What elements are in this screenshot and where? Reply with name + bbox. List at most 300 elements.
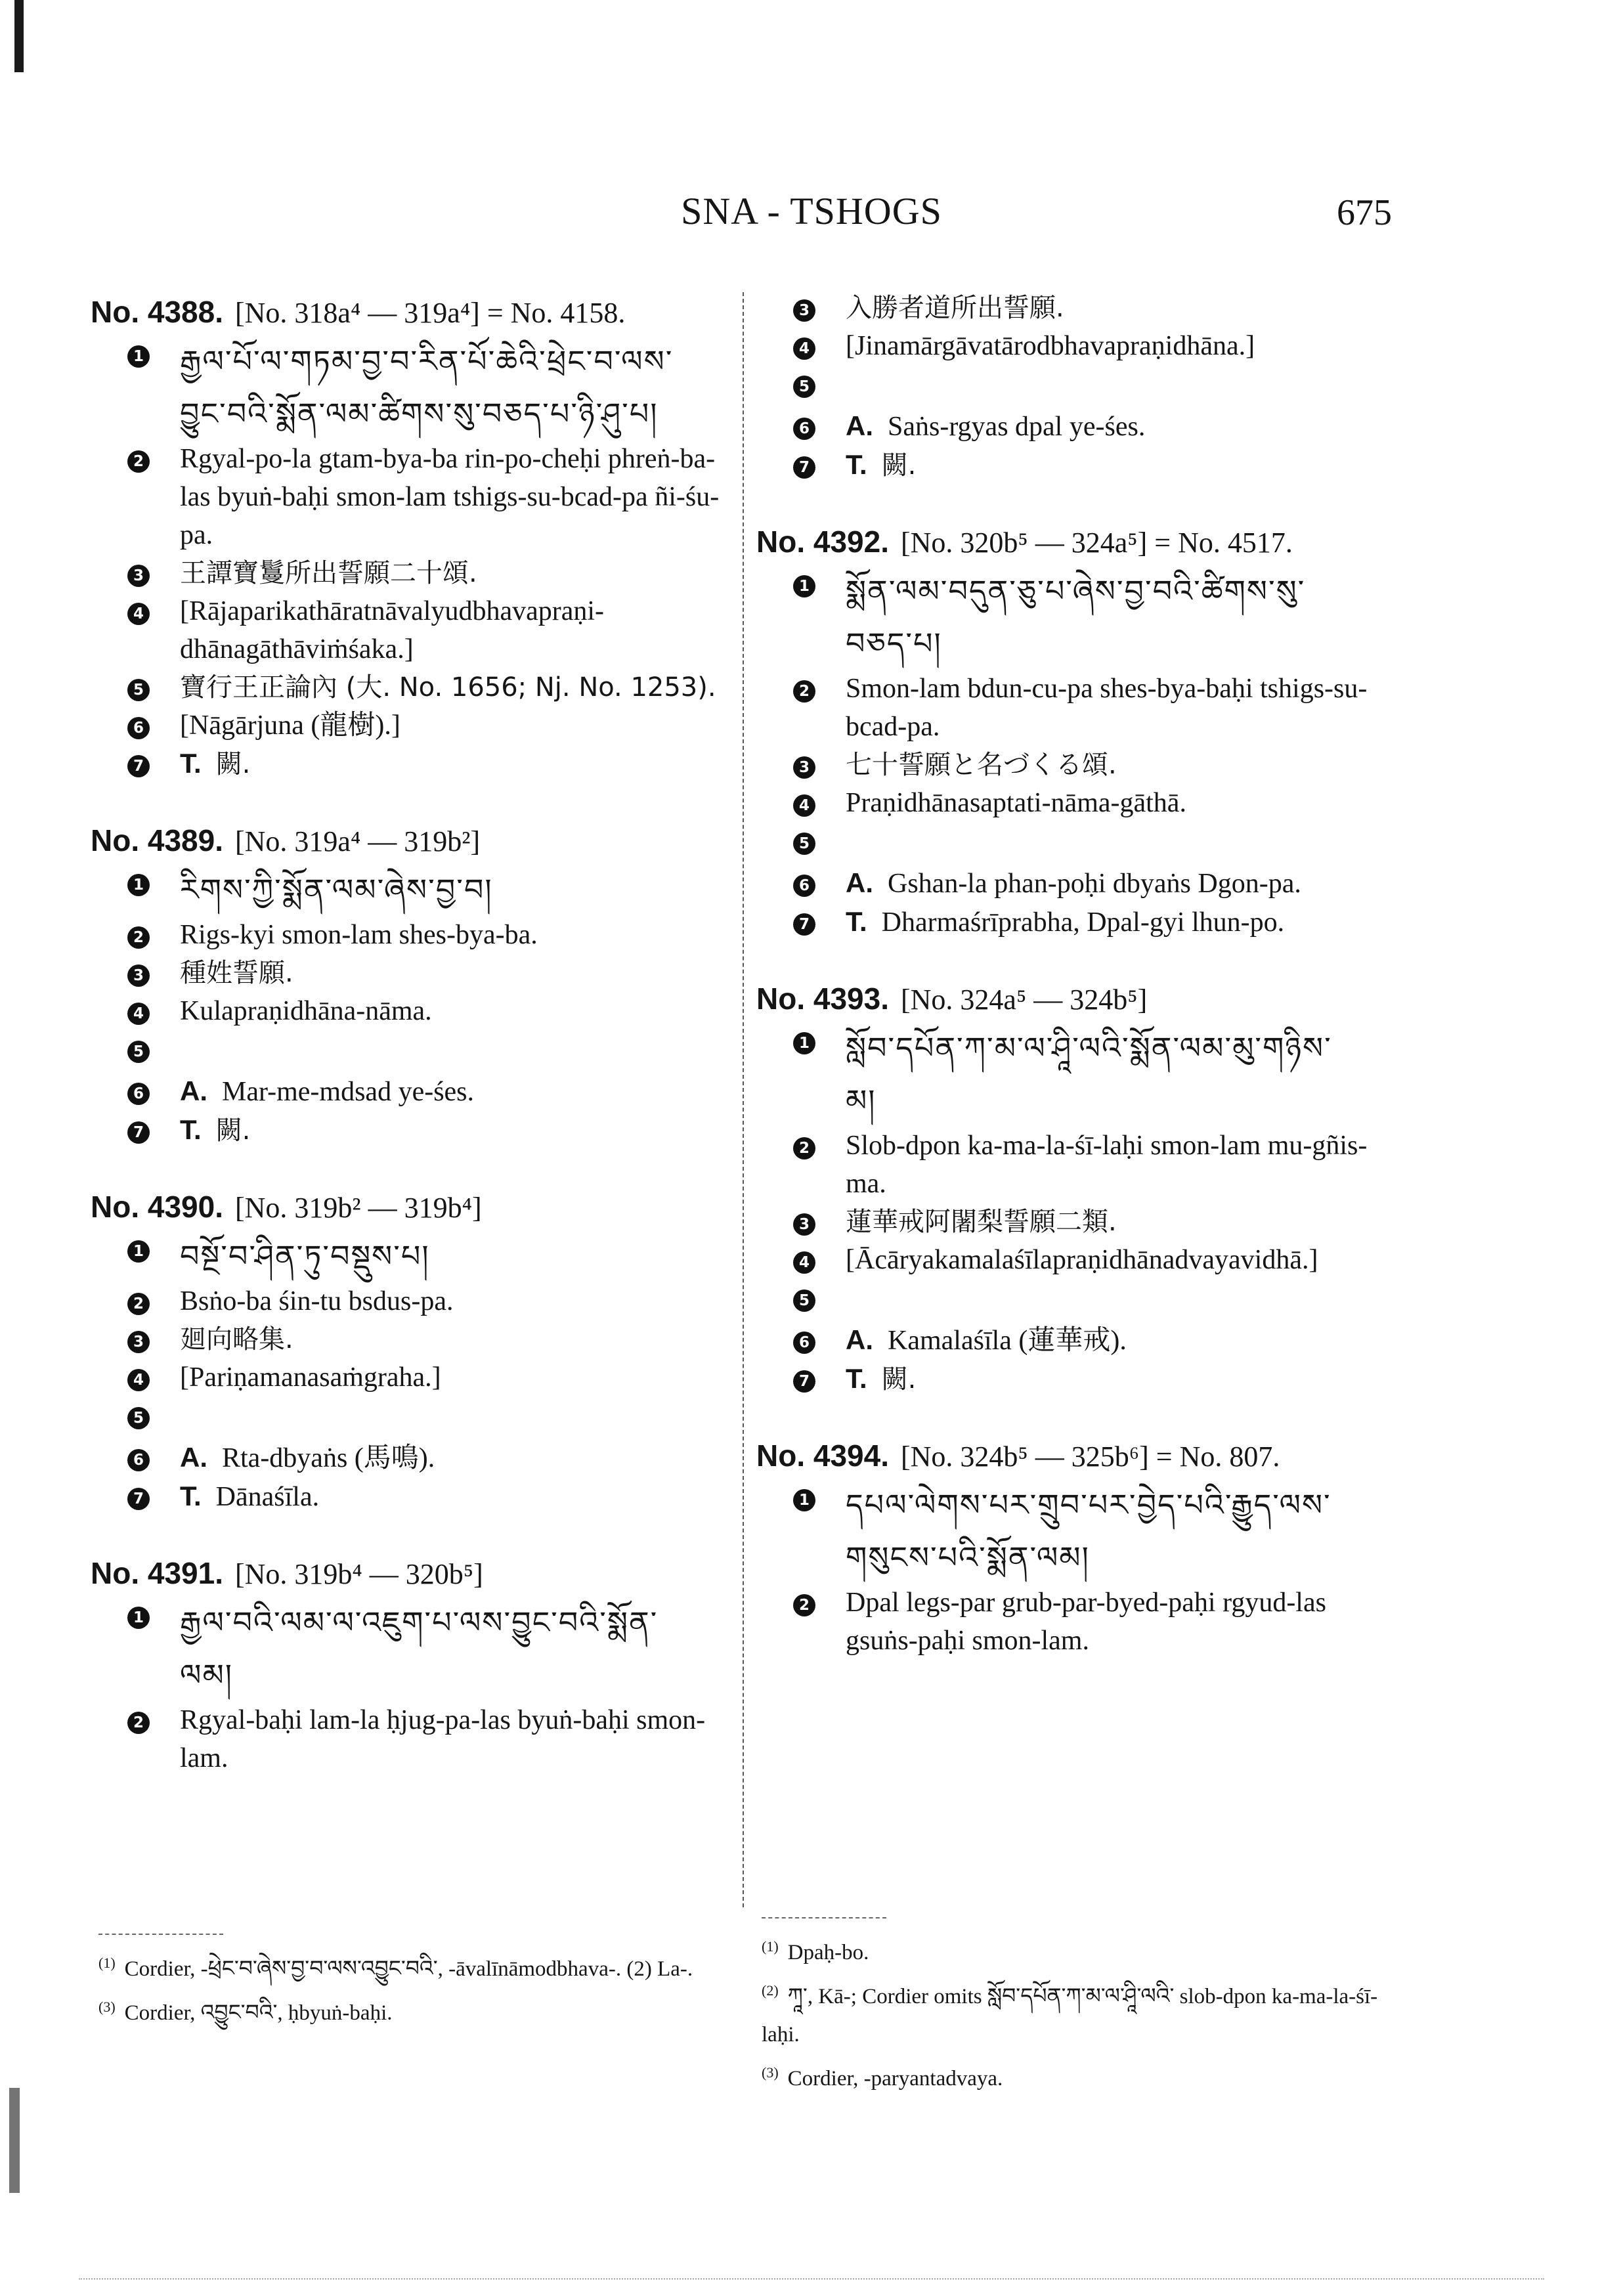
- circled-number: 1: [793, 1489, 815, 1511]
- circled-number: 2: [793, 680, 815, 703]
- binding-mark: [14, 0, 24, 72]
- line-marker: [793, 670, 846, 706]
- line-marker: [793, 565, 846, 601]
- field-label: T.: [180, 748, 202, 779]
- circled-number: 5: [127, 679, 150, 701]
- circled-number: 4: [793, 337, 815, 360]
- line-marker: [127, 335, 180, 372]
- circled-number: 5: [127, 1407, 150, 1429]
- entry-text: [846, 670, 1396, 746]
- tibetan-title: [846, 1531, 1396, 1584]
- line-text: Rgyal-po-la gtam-bya-ba rin-po-cheḥi phreṅ-ba-las byuṅ-baḥi smon-lam tshigs-su-bcad-pa ñi-śu-pa.: [180, 444, 720, 550]
- line-text: རྒྱལ་བའི་ལམ་ལ་འཇུག་པ་ལས་བྱུང་བའི་སྨོན་: [180, 1605, 659, 1640]
- catalogue-entry: [756, 289, 1396, 485]
- line-marker: [793, 1127, 846, 1163]
- entry-text: [846, 289, 1396, 327]
- line-marker: [127, 1282, 180, 1319]
- line-text: [Nāgārjuna (龍樹).]: [180, 710, 400, 741]
- entry-number: No. 4392.: [756, 525, 889, 559]
- binding-mark-lower: [9, 2088, 20, 2193]
- line-text: གསུངས་པའི་སྨོན་ལམ།: [846, 1540, 1090, 1575]
- tibetan-title: [180, 1230, 731, 1282]
- line-text: Kamalaśīla (蓮華戒).: [888, 1326, 1127, 1356]
- tibetan-title: [846, 617, 1396, 670]
- line-text: Mar-me-mdsad ye-śes.: [222, 1077, 475, 1107]
- entry-line: [793, 1531, 1396, 1584]
- entry-line: [793, 746, 1396, 784]
- field-label: A.: [180, 1075, 207, 1106]
- footnote: [762, 2054, 1392, 2098]
- line-marker: [127, 745, 180, 781]
- entry-line: [127, 335, 731, 387]
- entry-line: [127, 954, 731, 992]
- entry-line: [793, 1022, 1396, 1074]
- footnote-text: ཀཱ་, Kā-; Cordier omits སློབ་དཔོན་ཀ་མ་ལ་ཤཱི་ལའི་ slob-dpon ka-ma-la-śī-laḥi.: [762, 1985, 1378, 2047]
- circled-number: 2: [793, 1137, 815, 1159]
- line-text: Praṇidhānasaptati-nāma-gāthā.: [846, 788, 1186, 818]
- line-text: Dharmaśrīprabha, Dpal-gyi lhun-po.: [881, 907, 1285, 938]
- entry-text: [180, 745, 731, 783]
- line-marker: [793, 1022, 846, 1058]
- entry-text: [846, 327, 1396, 365]
- entry-line: [793, 565, 1396, 617]
- entry-line: [127, 1596, 731, 1649]
- entry-text: [846, 1321, 1396, 1360]
- entry-text: [846, 903, 1396, 942]
- circled-number: 1: [127, 1607, 150, 1629]
- entry-text: [846, 1127, 1396, 1203]
- line-marker: [127, 1649, 180, 1685]
- circled-number: 7: [793, 1370, 815, 1393]
- entry-text: [846, 407, 1396, 446]
- circled-number: 2: [127, 450, 150, 473]
- circled-number: 3: [793, 299, 815, 322]
- line-text: Gshan-la phan-poḥi dbyaṅs Dgon-pa.: [888, 869, 1301, 899]
- circled-number: 5: [127, 1041, 150, 1063]
- circled-number: 3: [127, 1331, 150, 1353]
- line-marker: [127, 863, 180, 900]
- entry-number: No. 4394.: [756, 1439, 889, 1473]
- circled-number: 6: [127, 1083, 150, 1105]
- line-marker: [127, 592, 180, 629]
- line-marker: [793, 617, 846, 654]
- entry-line: [793, 1074, 1396, 1127]
- line-marker: [793, 1321, 846, 1358]
- line-text: 種姓誓願.: [180, 958, 293, 988]
- entry-line: [793, 1321, 1396, 1360]
- entry-line: [793, 822, 1396, 864]
- circled-number: 4: [793, 794, 815, 817]
- circled-number: 5: [793, 376, 815, 398]
- circled-number: 2: [127, 1712, 150, 1734]
- line-marker: [127, 954, 180, 991]
- field-label: T.: [180, 1114, 202, 1145]
- line-marker: [127, 992, 180, 1029]
- page-number: 675: [1337, 192, 1392, 233]
- line-text: རིགས་ཀྱི་སྨོན་ལམ་ཞེས་བྱ་བ།: [180, 872, 493, 907]
- entry-line: [793, 1279, 1396, 1321]
- entry-line: [127, 745, 731, 783]
- field-label: T.: [846, 1363, 867, 1394]
- line-text: Dpal legs-par grub-par-byed-paḥi rgyud-las gsuṅs-paḥi smon-lam.: [846, 1588, 1326, 1656]
- line-marker: [793, 446, 846, 483]
- entry-reference: [No. 318a⁴ — 319a⁴] = No. 4158.: [235, 297, 626, 329]
- entry-line: [793, 617, 1396, 670]
- entry-line: [127, 387, 731, 440]
- entry-text: [846, 1203, 1396, 1241]
- line-marker: [127, 1397, 180, 1433]
- entry-line: [127, 1701, 731, 1777]
- line-marker: [127, 1701, 180, 1738]
- line-marker: [793, 327, 846, 364]
- circled-number: 7: [127, 1121, 150, 1144]
- entry-line: [793, 670, 1396, 746]
- entry-number: No. 4393.: [756, 982, 889, 1016]
- entry-line: [793, 1241, 1396, 1279]
- circled-number: 7: [793, 913, 815, 936]
- footnotes-right: [762, 1917, 1392, 2098]
- field-label: A.: [846, 867, 873, 898]
- line-marker: [127, 387, 180, 424]
- entry-text: [180, 1320, 731, 1358]
- line-text: Saṅs-rgyas dpal ye-śes.: [888, 412, 1146, 442]
- line-text: Smon-lam bdun-cu-pa shes-bya-baḥi tshigs-su-bcad-pa.: [846, 674, 1368, 742]
- entry-line: [793, 1584, 1396, 1660]
- line-marker: [793, 746, 846, 783]
- line-marker: [127, 440, 180, 477]
- line-marker: [127, 1230, 180, 1267]
- line-text: Dānaśīla.: [215, 1482, 320, 1512]
- entry-text: [180, 1072, 731, 1111]
- circled-number: 2: [127, 1293, 150, 1315]
- circled-number: 2: [127, 926, 150, 949]
- line-text: 寶行王正論內 (大. No. 1656; Nj. No. 1253).: [180, 672, 716, 703]
- line-text: [Pariṇamanasaṁgraha.]: [180, 1362, 441, 1393]
- entry-line: [793, 1360, 1396, 1398]
- entry-text: [846, 864, 1396, 903]
- field-label: A.: [180, 1442, 207, 1473]
- catalogue-entry: [91, 1184, 731, 1516]
- entry-text: [846, 1279, 1396, 1321]
- entry-line: [127, 554, 731, 592]
- line-text: 闕.: [215, 749, 251, 779]
- entry-line: [793, 289, 1396, 327]
- entry-line: [793, 1203, 1396, 1241]
- entry-heading: [91, 289, 731, 335]
- entry-line: [793, 327, 1396, 365]
- entry-line: [793, 784, 1396, 822]
- circled-number: 7: [127, 1488, 150, 1510]
- footnotes-left: [98, 1934, 729, 2032]
- line-marker: [793, 407, 846, 444]
- footnote-rule: [762, 1917, 886, 1918]
- line-marker: [793, 1531, 846, 1568]
- catalogue-entry: [91, 817, 731, 1150]
- circled-number: 1: [793, 1032, 815, 1054]
- entry-text: [846, 784, 1396, 822]
- line-marker: [793, 822, 846, 859]
- line-marker: [793, 365, 846, 402]
- line-text: 蓮華戒阿闍梨誓願二類.: [846, 1207, 1117, 1237]
- footnote: [98, 1944, 729, 1988]
- circled-number: 1: [793, 575, 815, 597]
- entry-text: [846, 746, 1396, 784]
- line-text: 闕.: [881, 1364, 917, 1395]
- entry-text: [180, 1439, 731, 1477]
- catalogue-entry: [756, 519, 1396, 942]
- line-text: དཔལ་ལེགས་པར་གྲུབ་པར་བྱེད་པའི་རྒྱུད་ལས་: [846, 1487, 1331, 1523]
- line-marker: [793, 1241, 846, 1278]
- line-text: 廻向略集.: [180, 1324, 293, 1354]
- line-marker: [793, 903, 846, 940]
- entry-text: [180, 706, 731, 745]
- entry-number: No. 4389.: [91, 823, 223, 857]
- tibetan-title: [180, 863, 731, 916]
- field-label: A.: [846, 410, 873, 441]
- entry-text: [846, 365, 1396, 407]
- line-text: རྒྱལ་པོ་ལ་གཏམ་བྱ་བ་རིན་པོ་ཆེའི་ཕྲེང་བ་ལས་: [180, 343, 674, 379]
- circled-number: 3: [127, 565, 150, 587]
- circled-number: 4: [793, 1251, 815, 1274]
- entry-line: [793, 1127, 1396, 1203]
- entry-line: [127, 1397, 731, 1439]
- field-label: T.: [846, 449, 867, 480]
- entry-text: [846, 1584, 1396, 1660]
- circled-number: 3: [127, 964, 150, 987]
- line-marker: [127, 1477, 180, 1514]
- entry-number: No. 4390.: [91, 1190, 223, 1224]
- entry-text: [180, 954, 731, 992]
- entry-text: [180, 440, 731, 554]
- entry-line: [127, 1230, 731, 1282]
- tibetan-title: [846, 1022, 1396, 1074]
- entry-reference: [No. 319b² — 319b⁴]: [235, 1192, 482, 1224]
- line-text: 入勝者道所出誓願.: [846, 293, 1064, 323]
- line-text: Bsṅo-ba śin-tu bsdus-pa.: [180, 1286, 454, 1316]
- entry-line: [127, 1439, 731, 1477]
- entry-reference: [No. 319a⁴ — 319b²]: [235, 825, 481, 857]
- line-text: Rigs-kyi smon-lam shes-bya-ba.: [180, 920, 538, 950]
- line-marker: [793, 784, 846, 821]
- circled-number: 7: [127, 755, 150, 777]
- line-text: [Rājaparikathāratnāvalyudbhavapraṇi-dhānagāthāviṁśaka.]: [180, 596, 605, 664]
- line-text: བྱུང་བའི་སྨོན་ལམ་ཚིགས་སུ་བཅད་པ་ཉི་ཤུ་པ།: [180, 396, 659, 431]
- entry-text: [846, 446, 1396, 485]
- entry-line: [127, 916, 731, 954]
- entry-heading: [756, 1433, 1396, 1479]
- right-column: [756, 289, 1396, 1694]
- left-column: [91, 289, 731, 1811]
- entry-heading: [91, 1184, 731, 1230]
- line-marker: [127, 1596, 180, 1633]
- entry-text: [180, 1111, 731, 1150]
- footnote-rule: [98, 1934, 223, 1935]
- entry-line: [127, 706, 731, 745]
- entry-heading: [756, 976, 1396, 1022]
- circled-number: 6: [793, 875, 815, 897]
- circled-number: 4: [127, 603, 150, 625]
- entry-line: [127, 1282, 731, 1320]
- line-marker: [793, 1074, 846, 1111]
- entry-number: No. 4391.: [91, 1556, 223, 1590]
- entry-line: [793, 864, 1396, 903]
- circled-number: 7: [793, 456, 815, 479]
- field-label: A.: [846, 1324, 873, 1355]
- page-bottom-edge: [79, 2278, 1544, 2280]
- tibetan-title: [846, 1074, 1396, 1127]
- footnote: [98, 1988, 729, 2032]
- entry-text: [846, 1241, 1396, 1279]
- footnote-mark: (1): [762, 1938, 779, 1955]
- line-text: བསྔོ་བ་ཤིན་ཏུ་བསྡུས་པ།: [180, 1238, 430, 1274]
- line-marker: [127, 554, 180, 591]
- line-marker: [127, 916, 180, 953]
- line-marker: [793, 1479, 846, 1515]
- line-marker: [127, 1111, 180, 1148]
- circled-number: 1: [127, 345, 150, 368]
- line-text: 闕.: [881, 450, 917, 481]
- tibetan-title: [180, 387, 731, 440]
- footnote-text: Cordier, འབྱུང་བའི་, ḥbyuṅ-baḥi.: [124, 2001, 393, 2025]
- circled-number: 3: [793, 1213, 815, 1236]
- entry-text: [180, 1397, 731, 1439]
- catalogue-entry: [756, 976, 1396, 1398]
- entry-line: [127, 1320, 731, 1358]
- entry-line: [127, 1358, 731, 1397]
- tibetan-title: [180, 335, 731, 387]
- entry-text: [180, 1282, 731, 1320]
- entry-text: [180, 668, 731, 706]
- entry-reference: [No. 319b⁴ — 320b⁵]: [235, 1558, 483, 1590]
- circled-number: 5: [793, 1289, 815, 1312]
- tibetan-title: [180, 1649, 731, 1701]
- footnote: [762, 1928, 1392, 1972]
- entry-line: [793, 365, 1396, 407]
- tibetan-title: [846, 565, 1396, 617]
- entry-line: [793, 1479, 1396, 1531]
- entry-text: [180, 1358, 731, 1397]
- circled-number: 1: [127, 1240, 150, 1263]
- entry-text: [180, 592, 731, 668]
- circled-number: 3: [793, 756, 815, 779]
- footnote-mark: (3): [98, 1999, 116, 2015]
- entry-heading: [756, 519, 1396, 565]
- field-label: T.: [180, 1481, 202, 1511]
- circled-number: 4: [127, 1369, 150, 1391]
- entry-text: [846, 822, 1396, 864]
- running-header: SNA - TSHOGS: [681, 190, 942, 232]
- circled-number: 2: [793, 1594, 815, 1616]
- line-text: Rgyal-baḥi lam-la ḥjug-pa-las byuṅ-baḥi smon-lam.: [180, 1705, 706, 1773]
- line-text: མ།: [846, 1083, 876, 1118]
- entry-line: [127, 668, 731, 706]
- entry-number: No. 4388.: [91, 295, 223, 329]
- line-text: Slob-dpon ka-ma-la-śī-laḥi smon-lam mu-gñis-ma.: [846, 1131, 1368, 1199]
- entry-text: [180, 1477, 731, 1516]
- footnote-mark: (1): [98, 1955, 116, 1971]
- line-marker: [793, 1584, 846, 1620]
- entry-reference: [No. 320b⁵ — 324a⁵] = No. 4517.: [901, 527, 1293, 559]
- line-text: ལམ།: [180, 1657, 233, 1693]
- entry-text: [180, 1030, 731, 1072]
- footnote-text: Cordier, -paryantadvaya.: [787, 2067, 1003, 2090]
- line-text: 王譚寶鬘所出誓願二十頌.: [180, 558, 477, 588]
- entry-line: [127, 1477, 731, 1516]
- catalogue-entry: [756, 1433, 1396, 1660]
- entry-text: [180, 916, 731, 954]
- entry-line: [793, 407, 1396, 446]
- tibetan-title: [846, 1479, 1396, 1531]
- entry-line: [127, 992, 731, 1030]
- line-marker: [127, 706, 180, 743]
- entry-line: [127, 1649, 731, 1701]
- line-text: [Jinamārgāvatārodbhavapraṇidhāna.]: [846, 331, 1255, 361]
- entry-line: [127, 863, 731, 916]
- entry-text: [846, 1360, 1396, 1398]
- catalogue-entry: [91, 1550, 731, 1777]
- line-text: བཅད་པ།: [846, 626, 942, 661]
- entry-text: [180, 992, 731, 1030]
- entry-line: [127, 1072, 731, 1111]
- tibetan-title: [180, 1596, 731, 1649]
- line-marker: [127, 1072, 180, 1109]
- line-text: སྨོན་ལམ་བདུན་ཅུ་པ་ཞེས་བྱ་བའི་ཚིགས་སུ་: [846, 573, 1306, 609]
- entry-line: [127, 1111, 731, 1150]
- line-marker: [793, 1279, 846, 1316]
- footnote-text: Cordier, -ཕྲེང་བ་ཞེས་བྱ་བ་ལས་འབྱུང་བའི་, -āvalīnāmodbhava-. (2) La-.: [124, 1957, 693, 1981]
- entry-text: [180, 1701, 731, 1777]
- line-marker: [793, 1203, 846, 1240]
- entry-reference: [No. 324b⁵ — 325b⁶] = No. 807.: [901, 1440, 1280, 1473]
- entry-reference: [No. 324a⁵ — 324b⁵]: [901, 984, 1148, 1016]
- line-text: 闕.: [215, 1116, 251, 1146]
- entry-line: [793, 903, 1396, 942]
- entry-text: [180, 554, 731, 592]
- entry-line: [127, 440, 731, 554]
- footnote-text: Dpaḥ-bo.: [787, 1941, 869, 1964]
- footnote-mark: (3): [762, 2064, 779, 2081]
- line-text: Rta-dbyaṅs (馬鳴).: [222, 1443, 435, 1473]
- line-text: Kulapraṇidhāna-nāma.: [180, 996, 432, 1026]
- line-marker: [127, 1439, 180, 1475]
- entry-heading: [91, 817, 731, 863]
- line-marker: [793, 864, 846, 901]
- entry-line: [793, 446, 1396, 485]
- circled-number: 5: [793, 833, 815, 855]
- catalogue-entry: [91, 289, 731, 783]
- line-text: 七十誓願と名づくる頌.: [846, 750, 1117, 780]
- entry-line: [127, 1030, 731, 1072]
- entry-line: [127, 592, 731, 668]
- line-text: སློབ་དཔོན་ཀ་མ་ལ་ཤཱི་ལའི་སྨོན་ལམ་མུ་གཉིས་: [846, 1030, 1332, 1066]
- circled-number: 6: [793, 1332, 815, 1354]
- line-marker: [793, 289, 846, 326]
- entry-heading: [91, 1550, 731, 1596]
- line-marker: [127, 1358, 180, 1395]
- column-divider: [743, 292, 744, 1907]
- circled-number: 1: [127, 874, 150, 896]
- circled-number: 6: [127, 717, 150, 739]
- line-text: [Ācāryakamalaśīlapraṇidhānadvayavidhā.]: [846, 1245, 1318, 1275]
- line-marker: [127, 668, 180, 705]
- footnote: [762, 1972, 1392, 2054]
- line-marker: [127, 1030, 180, 1067]
- line-marker: [127, 1320, 180, 1357]
- line-marker: [793, 1360, 846, 1397]
- footnote-mark: (2): [762, 1982, 779, 1999]
- circled-number: 4: [127, 1003, 150, 1025]
- circled-number: 6: [793, 418, 815, 440]
